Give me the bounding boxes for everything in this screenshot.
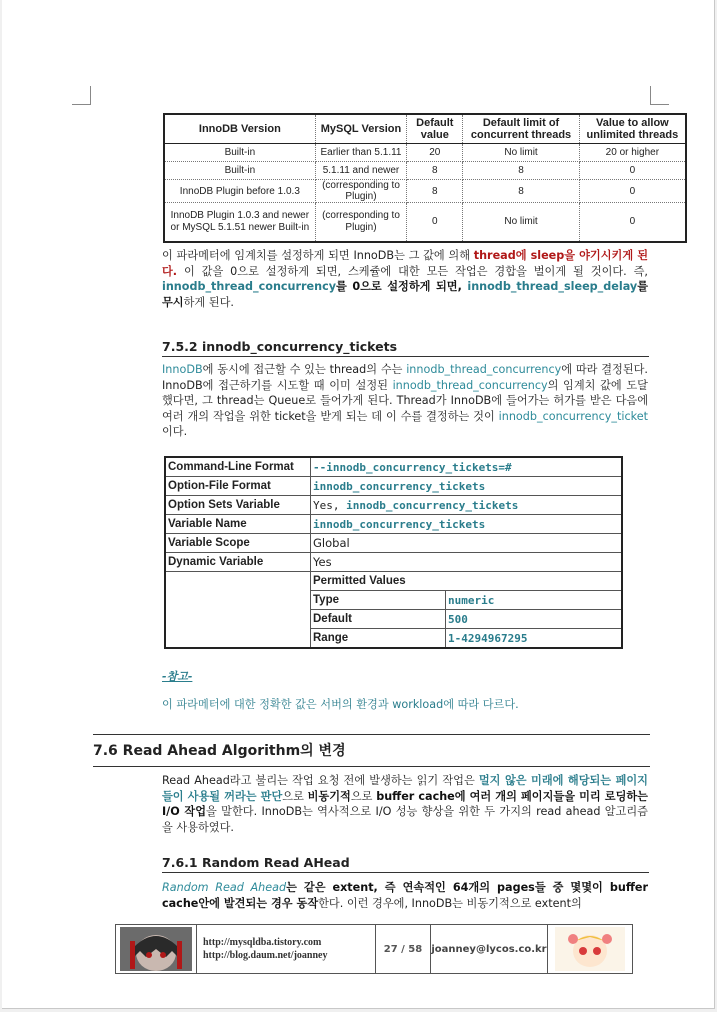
bold-text: 는	[286, 881, 304, 894]
footer-left-image	[116, 925, 197, 973]
table-key: Range	[311, 629, 446, 649]
note-label: -참고-	[162, 670, 193, 683]
footer-url-link[interactable]: http://mysqldba.tistory.com	[203, 937, 322, 948]
table-cell: (corresponding to Plugin)	[315, 180, 407, 203]
table-header-row	[164, 114, 686, 144]
table-header: MySQL Version	[315, 114, 407, 144]
paragraph-thread-sleep	[162, 248, 648, 310]
text: 으로	[350, 789, 377, 803]
table-row	[164, 144, 686, 162]
table-row	[165, 457, 622, 477]
highlight-text: thread에 sleep을 야기시키게 된다.	[162, 249, 648, 278]
table-cell: 20 or higher	[579, 144, 686, 162]
variable-name: innodb_thread_concurrency	[406, 363, 562, 376]
bold-text: 같은 extent, 즉 연속적인 64개의 pages들 중 몇몇이 buffer cache안에 발견되는 경우 동작	[162, 881, 648, 910]
text: 이다.	[162, 425, 188, 438]
table-cell: 0	[579, 203, 686, 243]
text: Yes,	[313, 499, 347, 512]
variable-name: innodb_thread_sleep_delay	[467, 280, 638, 293]
text: 하게 된다.	[183, 295, 234, 309]
table-header: Value to allow unlimited threads	[579, 114, 686, 144]
table-key-empty	[165, 572, 311, 649]
table-cell: 8	[407, 180, 463, 203]
bold-text: 를 무시	[162, 280, 648, 309]
table-value: numeric	[446, 591, 623, 610]
table-header: Default value	[407, 114, 463, 144]
table-value: 500	[446, 610, 623, 629]
text: 이 파라메터에 임계치를 설정하게 되면 InnoDB는 그 값에 의해	[162, 249, 474, 262]
table-key: Option-File Format	[165, 477, 311, 496]
table-row	[165, 572, 622, 591]
variable-name: innodb_concurrency_tickets	[346, 499, 519, 512]
table-key: Default	[311, 610, 446, 629]
section-heading-7-6-1: 7.6.1 Random Read AHead	[162, 855, 649, 873]
term-text: Random Read Ahead	[162, 881, 287, 894]
section-heading-7-5-2: 7.5.2 innodb_concurrency_tickets	[162, 339, 649, 357]
table-cell: 8	[407, 162, 463, 180]
table-value: innodb_concurrency_tickets	[311, 515, 623, 534]
table-value: --innodb_concurrency_tickets=#	[311, 457, 623, 477]
text: 이 파라메터에 대한 정확한 값은 서버의 환경과	[162, 698, 393, 711]
option-properties-table	[164, 456, 623, 649]
page-number: 27 / 58	[376, 925, 431, 973]
table-row	[165, 553, 622, 572]
table-key: Type	[311, 591, 446, 610]
innodb-version-table	[163, 113, 687, 243]
paragraph-random-read-ahead	[162, 880, 648, 911]
table-value: innodb_concurrency_tickets	[311, 477, 623, 496]
bold-text: 비동기적	[307, 789, 351, 803]
table-cell: Earlier than 5.1.11	[315, 144, 407, 162]
document-page	[2, 0, 715, 1009]
footer-right-image	[548, 925, 632, 973]
variable-name: innodb_thread_concurrency	[162, 280, 337, 293]
text: 에 따라 다르다.	[443, 698, 519, 711]
table-header: InnoDB Version	[164, 114, 315, 144]
bold-text: buffer cache에 여러 개의 페이지들을 미리 로딩하는 I/O 작업	[162, 789, 648, 818]
section-heading-7-6: 7.6 Read Ahead Algorithm의 변경	[93, 734, 650, 767]
text: 을 말한다. InnoDB는 역사적으로 I/O 성능 향상을 위한 두 가지의 read ahead 알고리즘을 사용하였다.	[162, 805, 648, 834]
table-row	[165, 477, 622, 496]
table-cell: No limit	[463, 203, 579, 243]
page-footer	[115, 924, 633, 974]
table-row	[164, 203, 686, 243]
table-cell: (corresponding to Plugin)	[315, 203, 407, 243]
note-text	[162, 697, 648, 713]
table-row	[165, 534, 622, 553]
text: 한다. 이런 경우에, InnoDB는 비동기적으로 extent의	[318, 896, 582, 910]
table-key: Variable Scope	[165, 534, 311, 553]
text: workload	[392, 698, 444, 711]
text: 으로	[282, 789, 308, 803]
text: 에 따라 결정된다. InnoDB에 접근하기를 시도할 때 이미 설정된	[162, 363, 648, 392]
footer-email[interactable]: joanney@lycos.co.kr	[431, 925, 548, 973]
text: InnoDB	[162, 363, 203, 376]
table-row	[164, 162, 686, 180]
table-key: Dynamic Variable	[165, 553, 311, 572]
text: 이 값을 0으로 설정하게 되면, 스케쥴에 대한 모든 작업은 경합을 벌이게 될 것이다. 즉,	[177, 264, 648, 278]
variable-name: innodb_concurrency_ticket	[498, 409, 648, 423]
table-key: Command-Line Format	[165, 457, 311, 477]
text: 의 임계치 값에 도달했다면, 그 thread는 Queue로 들어가게 된다. Thread가 InnoDB에 들어가는 허가를 받은 다음에 여러 개의 작업을 위한 ticket을 받게 되는 데 이 수를 결정하는 것이	[162, 378, 648, 423]
table-key: Option Sets Variable	[165, 496, 311, 515]
table-value	[311, 496, 623, 515]
table-row	[165, 496, 622, 515]
paragraph-read-ahead	[162, 773, 648, 835]
crop-mark-right	[650, 86, 669, 105]
table-row	[164, 180, 686, 203]
table-cell: Built-in	[164, 144, 315, 162]
table-cell: 5.1.11 and newer	[315, 162, 407, 180]
variable-name: innodb_thread_concurrency	[392, 378, 548, 392]
bold-text: 를 0으로 설정하게 되면,	[336, 280, 468, 293]
table-header: Default limit of concurrent threads	[463, 114, 579, 144]
footer-url-link[interactable]: http://blog.daum.net/joanney	[203, 950, 328, 961]
footer-urls	[197, 925, 376, 973]
text: Read Ahead라고 불리는 작업 요청 전에 발생하는 읽기 작업은	[162, 774, 479, 787]
table-cell: 0	[407, 203, 463, 243]
table-cell: InnoDB Plugin before 1.0.3	[164, 180, 315, 203]
highlight-text: 멀지 않은 미래에 해당되는 페이지들이 사용될 꺼라는 판단	[162, 774, 648, 803]
table-key: Variable Name	[165, 515, 311, 534]
text: 에 동시에 접근할 수 있는 thread의 수는	[202, 363, 407, 376]
table-cell: 8	[463, 162, 579, 180]
table-cell: 0	[579, 180, 686, 203]
table-cell: InnoDB Plugin 1.0.3 and newer or MySQL 5.1.51 newer Built-in	[164, 203, 315, 243]
character-illustration-icon	[120, 927, 192, 971]
table-value: Global	[311, 534, 623, 553]
table-cell: Built-in	[164, 162, 315, 180]
permitted-values-label: Permitted Values	[311, 572, 623, 591]
crop-mark-left	[72, 86, 91, 105]
table-cell: 20	[407, 144, 463, 162]
table-cell: 8	[463, 180, 579, 203]
paragraph-concurrency-tickets	[162, 362, 648, 440]
table-cell: 0	[579, 162, 686, 180]
table-row	[165, 515, 622, 534]
chibi-character-icon	[555, 927, 625, 971]
table-cell: No limit	[463, 144, 579, 162]
table-value: 1-4294967295	[446, 629, 623, 649]
table-value: Yes	[311, 553, 623, 572]
